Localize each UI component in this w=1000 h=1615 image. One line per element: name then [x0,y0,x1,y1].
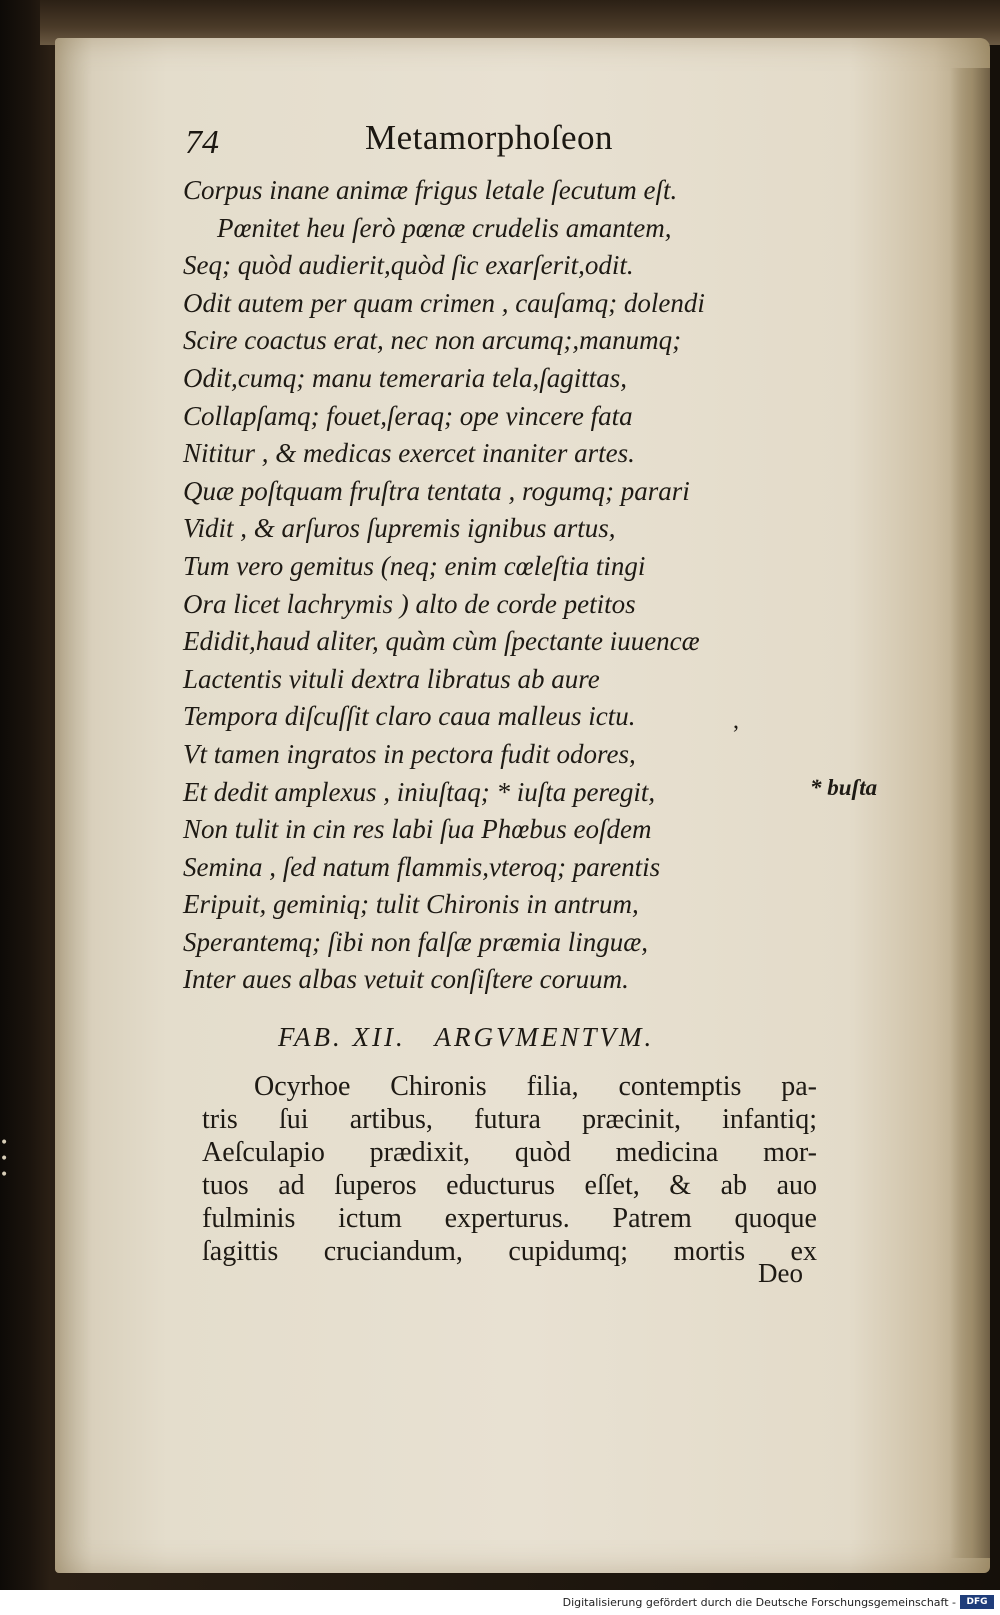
argument-word: ad [278,1170,305,1201]
argument-word: pa- [781,1071,817,1102]
argument-word: tris [202,1104,238,1135]
page-number: 74 [185,124,219,161]
argument-word: filia, [526,1071,579,1102]
argument-word: mortis [673,1236,746,1267]
gutter-marks: • • • [0,1135,23,1183]
argument-word: medicina [615,1137,719,1168]
argument-paragraph [202,1070,817,1268]
argument-word: ſuperos [334,1170,417,1201]
verse-line: Lactentis vituli dextra libratus ab aure [183,663,600,694]
verse-line: Vidit , & arſuros ſupremis ignibus artus, [183,513,616,544]
footer-bar [0,1590,1000,1615]
argument-word: fulminis [202,1203,296,1234]
verse-line: Ora licet lachrymis ) alto de corde petitos [183,588,636,619]
argument-word: mor- [763,1137,817,1168]
page-header [185,118,845,168]
verse-line: Et dedit amplexus , iniuſtaq; * iuſta peregit, [183,776,656,807]
verse-line: Pœnitet heu ſerò pœnæ crudelis amantem, [217,212,672,243]
verse-line: Corpus inane animæ frigus letale ſecutum eſt. [183,175,678,205]
argument-word: quoque [734,1203,817,1234]
verse-block [183,172,823,999]
argument-word: cupidumq; [508,1236,629,1267]
verse-line: Non tulit in cin res labi ſua Phœbus eoſdem [183,814,652,845]
verse-line: Collapſamq; fouet,ſeraq; ope vincere fata [183,400,633,431]
argument-line [202,1202,817,1235]
verse-line: Sperantemq; ſibi non falſæ præmia linguæ, [183,926,649,957]
argument-word: Patrem [612,1203,692,1234]
argument-word: futura [474,1104,541,1135]
fable-heading: FAB. XII. ARGVMENTVM. [278,1022,655,1052]
verse-line: Quæ poſtquam fruſtra tentata , rogumq; parari [183,475,690,506]
verse-line: Eripuit, geminiq; tulit Chironis in antrum, [183,889,639,920]
argument-word: ex [790,1236,817,1267]
argument-word: eſſet, [584,1170,640,1201]
argument-word: auo [776,1170,817,1201]
verse-line: Tempora diſcuſſit claro caua malleus ictu. [183,701,636,732]
verse-line: Scire coactus erat, nec non arcumq;,manumq; [183,325,682,356]
marginal-note: * buſta [810,775,878,800]
argument-word: Aeſculapio [202,1137,325,1168]
argument-line [202,1169,817,1202]
argument-word: ſui [278,1104,309,1135]
argument-word: ab [720,1170,748,1201]
argument-word: quòd [514,1137,571,1168]
argument-word: ictum [338,1203,402,1234]
verse-line: Semina , ſed natum flammis,vteroq; parentis [183,851,661,882]
argument-word: & [669,1170,692,1201]
verse-line: Vt tamen ingratos in pectora fudit odores, [183,738,636,769]
verse-line: Inter aues albas vetuit conſiſtere coruum. [183,964,629,995]
catchword: Deo [758,1258,803,1288]
running-head: Metamorphoſeon [365,118,614,157]
argument-line [202,1070,817,1103]
argument-word: experturus. [444,1203,570,1234]
argument-line [202,1136,817,1169]
funding-credit: Digitalisierung gefördert durch die Deutsche Forschungsgemeinschaft - [562,1596,956,1609]
argument-line [202,1235,817,1268]
marginal-comma: , [733,708,739,734]
argument-word: Ocyrhoe [254,1071,351,1102]
argument-word: educturus [446,1170,556,1201]
verse-line: Nititur , & medicas exercet inaniter artes. [183,438,635,469]
page-edge-shadow [950,68,990,1558]
verse-line: Edidit,haud aliter, quàm cùm ſpectante iuuencæ [183,626,700,657]
verse-line: Odit autem per quam crimen , cauſamq; dolendi [183,287,705,318]
dfg-logo: DFG [960,1595,994,1609]
argument-word: contemptis [618,1071,742,1102]
argument-word: artibus, [349,1104,433,1135]
argument-word: ſagittis [202,1236,279,1267]
verse-line: Seq; quòd audierit,quòd ſic exarſerit,odit. [183,250,634,281]
argument-word: prædixit, [369,1137,471,1168]
argument-word: Chironis [390,1071,487,1102]
argument-word: præcinit, [582,1104,681,1135]
argument-word: cruciandum, [323,1236,463,1267]
verse-line: Tum vero gemitus (neq; enim cœleſtia tingi [183,550,646,581]
argument-line [202,1103,817,1136]
argument-word: infantiq; [722,1104,817,1135]
verse-line: Odit,cumq; manu temeraria tela,ſagittas, [183,362,627,393]
argument-word: tuos [202,1170,249,1201]
